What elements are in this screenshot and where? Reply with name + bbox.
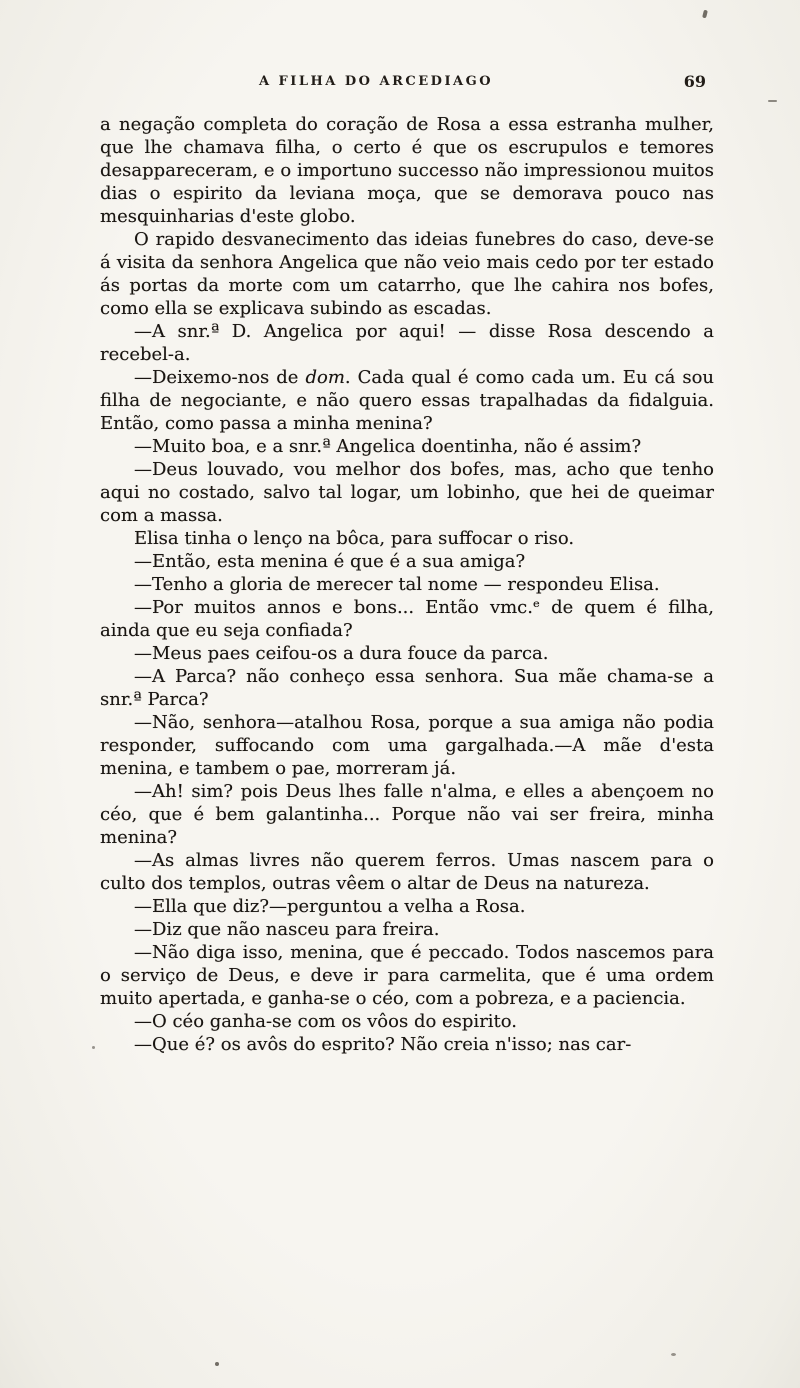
body-text xyxy=(100,113,714,1056)
paragraph xyxy=(100,573,714,596)
scan-speck xyxy=(768,100,777,102)
paragraph xyxy=(100,849,714,895)
text-run: —Não, senhora—atalhou Rosa, porque a sua amiga não podia responder, suffocando com uma gargalhada.—A mãe d'esta menina, e tambem o pae, morreram já. xyxy=(100,712,714,779)
text-run: —Tenho a gloria de merecer tal nome — respondeu Elisa. xyxy=(134,574,660,595)
paragraph xyxy=(100,711,714,780)
paragraph xyxy=(100,596,714,642)
text-run: —Ella que diz?—perguntou a velha a Rosa. xyxy=(134,896,526,917)
paragraph xyxy=(100,780,714,849)
text-run: O rapido desvanecimento das ideias funebres do caso, deve-se á visita da senhora Angelica que não veio mais cedo por ter estado ás portas da morte com um catarrho, que lhe cahira nos bofes, como ella se explicava subindo as escadas. xyxy=(100,229,714,319)
paragraph xyxy=(100,918,714,941)
paragraph xyxy=(100,458,714,527)
text-run: —Ah! sim? pois Deus lhes falle n'alma, e elles a abençoem no céo, que é bem galantinha... Porque não vai ser freira, minha menina? xyxy=(100,781,714,848)
text-run: —Diz que não nasceu para freira. xyxy=(134,919,440,940)
text-run: —Não diga isso, menina, que é peccado. Todos nascemos para o serviço de Deus, e deve ir para carmelita, que é uma ordem muito apertada, e ganha-se o céo, com a pobreza, e a paciencia. xyxy=(100,942,714,1009)
text-run: —Que é? os avôs do esprito? Não creia n'isso; nas car- xyxy=(134,1034,632,1055)
scan-speck xyxy=(92,1046,95,1049)
text-run: . Cada qual é como cada um. Eu cá sou filha de negociante, e não quero essas trapalhadas da fidalguia. Então, como passa a minha menina? xyxy=(100,367,714,434)
scan-speck xyxy=(215,1362,219,1366)
paragraph xyxy=(100,527,714,550)
text-run: —Por muitos annos e bons... Então vmc.ᵉ de quem é filha, ainda que eu seja confiada? xyxy=(100,597,714,641)
paragraph xyxy=(100,228,714,320)
text-run: —A snr.ª D. Angelica por aqui! — disse Rosa descendo a recebel-a. xyxy=(100,321,714,365)
paragraph xyxy=(100,895,714,918)
paragraph xyxy=(100,1010,714,1033)
text-run: a negação completa do coração de Rosa a essa estranha mulher, que lhe chamava filha, o certo é que os escrupulos e temores desappareceram, e o importuno successo não impressionou muitos dias o espirito da leviana moça, que se demorava pouco nas mesquinharias d'este globo. xyxy=(100,114,714,227)
paragraph xyxy=(100,642,714,665)
paragraph xyxy=(100,435,714,458)
paragraph xyxy=(100,665,714,711)
paragraph xyxy=(100,320,714,366)
text-run: —As almas livres não querem ferros. Umas nascem para o culto dos templos, outras vêem o altar de Deus na natureza. xyxy=(100,850,714,894)
text-run: —O céo ganha-se com os vôos do espirito. xyxy=(134,1011,518,1032)
text-run: —Deus louvado, vou melhor dos bofes, mas, acho que tenho aqui no costado, salvo tal logar, um lobinho, que hei de queimar com a massa. xyxy=(100,459,714,526)
scan-speck xyxy=(702,10,708,19)
page-number: 69 xyxy=(683,72,706,91)
text-run: —Deixemo-nos de xyxy=(134,367,306,388)
text-run: —A Parca? não conheço essa senhora. Sua mãe chama-se a snr.ª Parca? xyxy=(100,666,714,710)
italic-text-run: dom xyxy=(305,367,345,388)
running-title: A FILHA DO ARCEDIAGO xyxy=(258,74,494,89)
paragraph xyxy=(100,1033,714,1056)
text-run: Elisa tinha o lenço na bôca, para suffocar o riso. xyxy=(134,528,575,549)
page-header xyxy=(100,74,712,96)
paragraph xyxy=(100,113,714,228)
scan-speck xyxy=(671,1353,676,1356)
paragraph xyxy=(100,550,714,573)
text-run: —Então, esta menina é que é a sua amiga? xyxy=(134,551,526,572)
paragraph xyxy=(100,366,714,435)
text-run: —Muito boa, e a snr.ª Angelica doentinha, não é assim? xyxy=(134,436,642,457)
paragraph xyxy=(100,941,714,1010)
text-run: —Meus paes ceifou-os a dura fouce da parca. xyxy=(134,643,549,664)
